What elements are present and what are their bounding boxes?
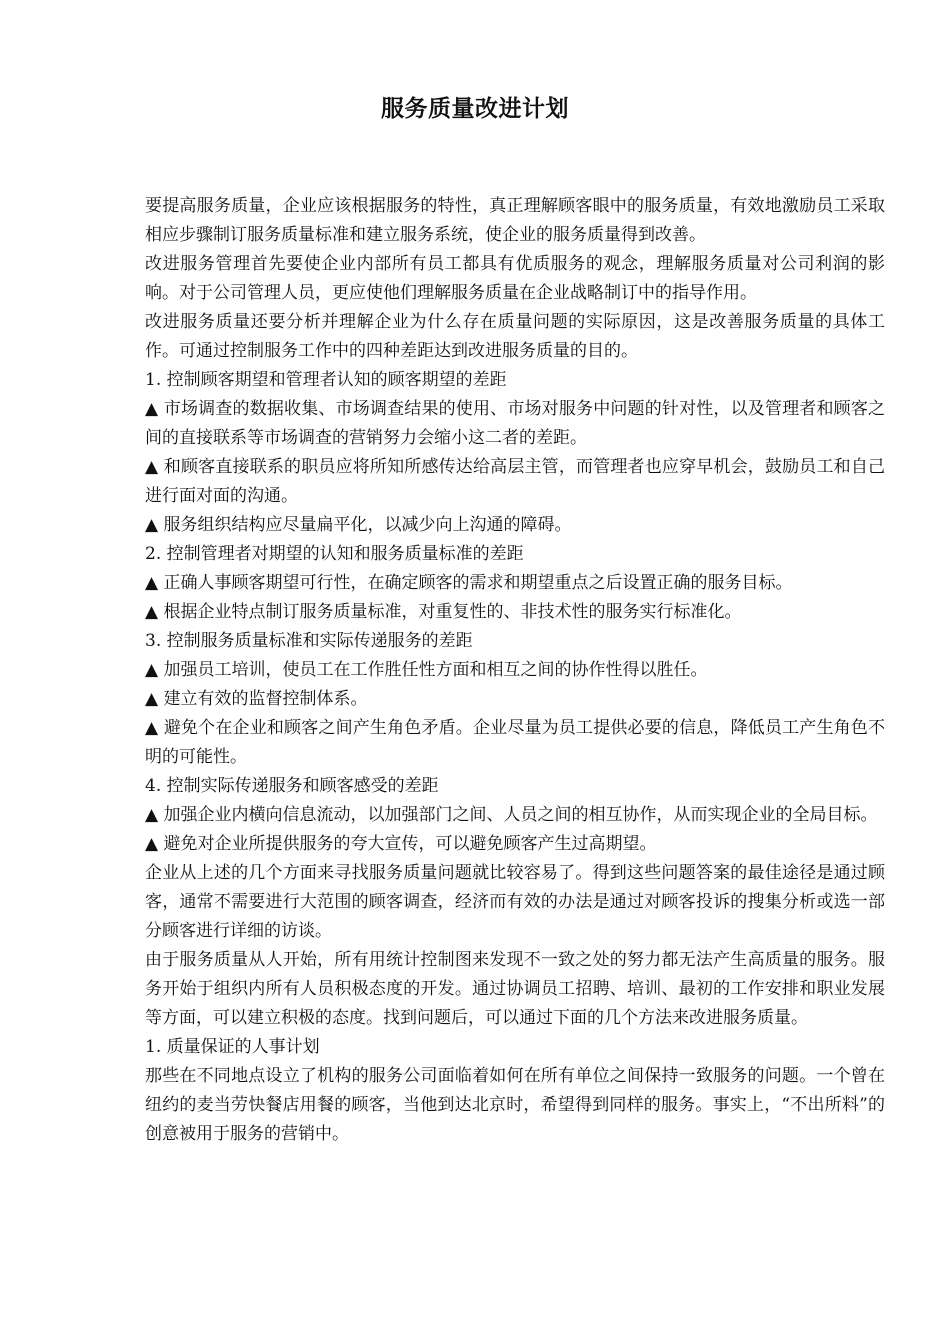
bullet-item: ▲ 和顾客直接联系的职员应将所知所感传达给高层主管，而管理者也应穿早机会，鼓励员工和自己进行面对面的沟通。: [145, 457, 885, 506]
section-heading: 3. 控制服务质量标准和实际传递服务的差距: [145, 631, 473, 651]
bullet-item: ▲ 市场调查的数据收集、市场调查结果的使用、市场对服务中问题的针对性，以及管理者和顾客之间的直接联系等市场调查的营销努力会缩小这二者的差距。: [145, 399, 885, 448]
bullet-item: ▲ 避免对企业所提供服务的夸大宣传，可以避免顾客产生过高期望。: [145, 834, 657, 854]
body-paragraph: 要提高服务质量，企业应该根据服务的特性，真正理解顾客眼中的服务质量，有效地激励员工采取相应步骤制订服务质量标准和建立服务系统，使企业的服务质量得到改善。: [145, 196, 885, 245]
bullet-item: ▲ 正确人事顾客期望可行性，在确定顾客的需求和期望重点之后设置正确的服务目标。: [145, 573, 793, 593]
bullet-item: ▲ 加强员工培训，使员工在工作胜任性方面和相互之间的协作性得以胜任。: [145, 660, 708, 680]
section-heading: 2. 控制管理者对期望的认知和服务质量标准的差距: [145, 544, 524, 564]
body-paragraph: 企业从上述的几个方面来寻找服务质量问题就比较容易了。得到这些问题答案的最佳途径是通过顾客，通常不需要进行大范围的顾客调查，经济而有效的办法是通过对顾客投诉的搜集分析或选一部分顾客进行详细的访谈。: [145, 863, 885, 941]
section-heading: 4. 控制实际传递服务和顾客感受的差距: [145, 776, 439, 796]
body-paragraph: 由于服务质量从人开始，所有用统计控制图来发现不一致之处的努力都无法产生高质量的服务。服务开始于组织内所有人员积极态度的开发。通过协调员工招聘、培训、最初的工作安排和职业发展等方面，可以建立积极的态度。找到问题后，可以通过下面的几个方法来改进服务质量。: [145, 950, 885, 1028]
bullet-item: ▲ 加强企业内横向信息流动，以加强部门之间、人员之间的相互协作，从而实现企业的全局目标。: [145, 805, 878, 825]
bullet-item: ▲ 根据企业特点制订服务质量标准，对重复性的、非技术性的服务实行标准化。: [145, 602, 742, 622]
section-heading: 1. 质量保证的人事计划: [145, 1037, 320, 1057]
bullet-item: ▲ 避免个在企业和顾客之间产生角色矛盾。企业尽量为员工提供必要的信息，降低员工产生角色不明的可能性。: [145, 718, 885, 767]
section-heading: 1. 控制顾客期望和管理者认知的顾客期望的差距: [145, 370, 507, 390]
document-body: [145, 192, 885, 1149]
bullet-item: ▲ 服务组织结构应尽量扁平化，以减少向上沟通的障碍。: [145, 515, 572, 535]
body-paragraph: 改进服务管理首先要使企业内部所有员工都具有优质服务的观念，理解服务质量对公司利润的影响。对于公司管理人员，更应使他们理解服务质量在企业战略制订中的指导作用。: [145, 254, 885, 303]
body-paragraph: 改进服务质量还要分析并理解企业为什么存在质量问题的实际原因，这是改善服务质量的具体工作。可通过控制服务工作中的四种差距达到改进服务质量的目的。: [145, 312, 885, 361]
document-title: 服务质量改进计划: [381, 95, 569, 122]
bullet-item: ▲ 建立有效的监督控制体系。: [145, 689, 368, 709]
body-paragraph: 那些在不同地点设立了机构的服务公司面临着如何在所有单位之间保持一致服务的问题。一个曾在纽约的麦当劳快餐店用餐的顾客，当他到达北京时，希望得到同样的服务。事实上，“不出所料”的创意被用于服务的营销中。: [145, 1066, 885, 1144]
